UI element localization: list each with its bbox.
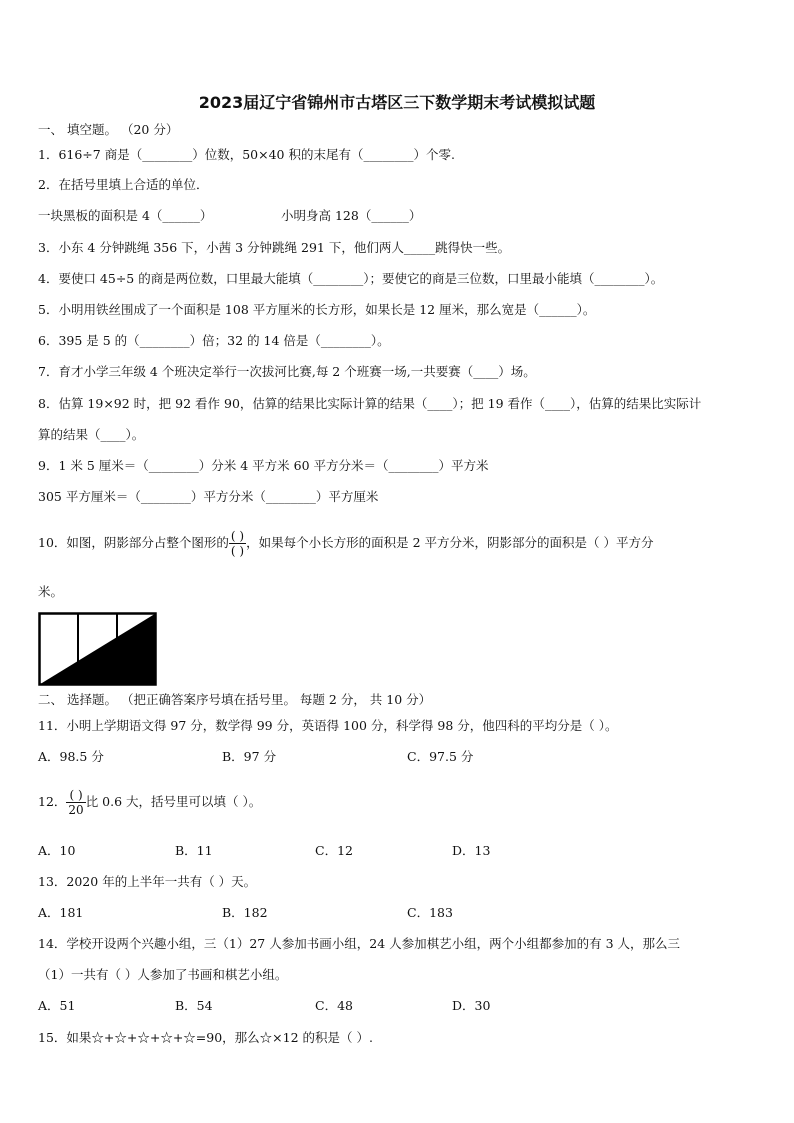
question-15: 15．如果☆+☆+☆+☆+☆=90，那么☆×12 的积是（ ）. — [38, 1030, 373, 1045]
question-12-fraction — [66, 788, 85, 817]
question-13: 13．2020 年的上半年一共有（ ）天。 — [38, 874, 257, 889]
question-11-option-b: B．97 分 — [222, 749, 277, 764]
question-12-option-a: A．10 — [38, 843, 76, 858]
question-1: 1．616÷7 商是（________）位数，50×40 积的末尾有（________）个零. — [38, 147, 455, 162]
question-2-part-b: 小明身高 128（______） — [281, 208, 422, 223]
shaded-rectangle-figure — [38, 612, 158, 686]
question-13-option-a: A．181 — [38, 905, 84, 920]
question-9-line-2: 305 平方厘米＝（________）平方分米（________）平方厘米 — [38, 489, 379, 504]
question-12 — [38, 782, 261, 822]
question-2-part-a: 一块黑板的面积是 4（______） — [38, 208, 213, 223]
question-14-line-1: 14．学校开设两个兴趣小组，三（1）27 人参加书画小组，24 人参加棋艺小组，两个小组都参加的有 3 人，那么三 — [38, 936, 681, 951]
question-4: 4．要使口 45÷5 的商是两位数，口里最大能填（________）；要使它的商是三位数，口里最小能填（________）。 — [38, 271, 664, 286]
fraction-numerator: ( ) — [230, 529, 245, 543]
question-10-fraction — [229, 529, 246, 558]
question-11-option-a: A．98.5 分 — [38, 749, 104, 764]
question-14-option-d: D．30 — [452, 998, 491, 1013]
fraction-denominator: ( ) — [230, 544, 245, 558]
question-14-option-c: C．48 — [315, 998, 353, 1013]
fraction-numerator: ( ) — [66, 788, 85, 803]
question-8-line-1: 8．估算 19×92 时，把 92 看作 90，估算的结果比实际计算的结果（____）；把 19 看作（____），估算的结果比实际计 — [38, 396, 702, 411]
question-10-text-end: ，如果每个小长方形的面积是 2 平方分米，阴影部分的面积是（ ）平方分 — [246, 535, 654, 550]
question-9-line-1: 9．1 米 5 厘米＝（________）分米 4 平方米 60 平方分米＝（________）平方米 — [38, 458, 489, 473]
question-14-option-b: B．54 — [175, 998, 213, 1013]
question-10 — [38, 522, 653, 564]
question-11-option-c: C．97.5 分 — [407, 749, 474, 764]
fraction-denominator: 20 — [68, 803, 84, 817]
question-11: 11．小明上学期语文得 97 分，数学得 99 分，英语得 100 分，科学得 98 分，他四科的平均分是（ ）。 — [38, 718, 618, 733]
question-2: 2．在括号里填上合适的单位． — [38, 177, 209, 192]
question-12-text: 比 0.6 大，括号里可以填（ ）。 — [85, 794, 262, 809]
question-7: 7．育才小学三年级 4 个班决定举行一次拔河比赛,每 2 个班赛一场,一共要赛（____）场。 — [38, 364, 536, 379]
question-3: 3．小东 4 分钟跳绳 356 下，小茜 3 分钟跳绳 291 下，他们两人_____跳得快一些。 — [38, 240, 511, 255]
question-13-option-c: C．183 — [407, 905, 453, 920]
question-12-option-b: B．11 — [175, 843, 213, 858]
question-8-line-2: 算的结果（____）。 — [38, 427, 145, 442]
question-12-option-c: C．12 — [315, 843, 353, 858]
section-choice-heading: 二、 选择题。 （把正确答案序号填在括号里。 每题 2 分， 共 10 分） — [38, 692, 432, 707]
question-12-option-d: D．13 — [452, 843, 491, 858]
question-14-option-a: A．51 — [38, 998, 76, 1013]
question-5: 5．小明用铁丝围成了一个面积是 108 平方厘米的长方形，如果长是 12 厘米，那么宽是（______）。 — [38, 302, 596, 317]
page-title: 2023届辽宁省锦州市古塔区三下数学期末考试模拟试题 — [198, 93, 596, 112]
question-12-number: 12． — [38, 794, 67, 809]
question-13-option-b: B．182 — [222, 905, 268, 920]
question-10-text-start: 10．如图，阴影部分占整个图形的 — [38, 535, 229, 550]
question-10-continuation: 米。 — [38, 584, 64, 599]
question-6: 6．395 是 5 的（________）倍；32 的 14 倍是（________）。 — [38, 333, 390, 348]
section-fill-in-heading: 一、 填空题。 （20 分） — [38, 122, 179, 137]
question-14-line-2: （1）一共有（ ）人参加了书画和棋艺小组。 — [38, 967, 288, 982]
